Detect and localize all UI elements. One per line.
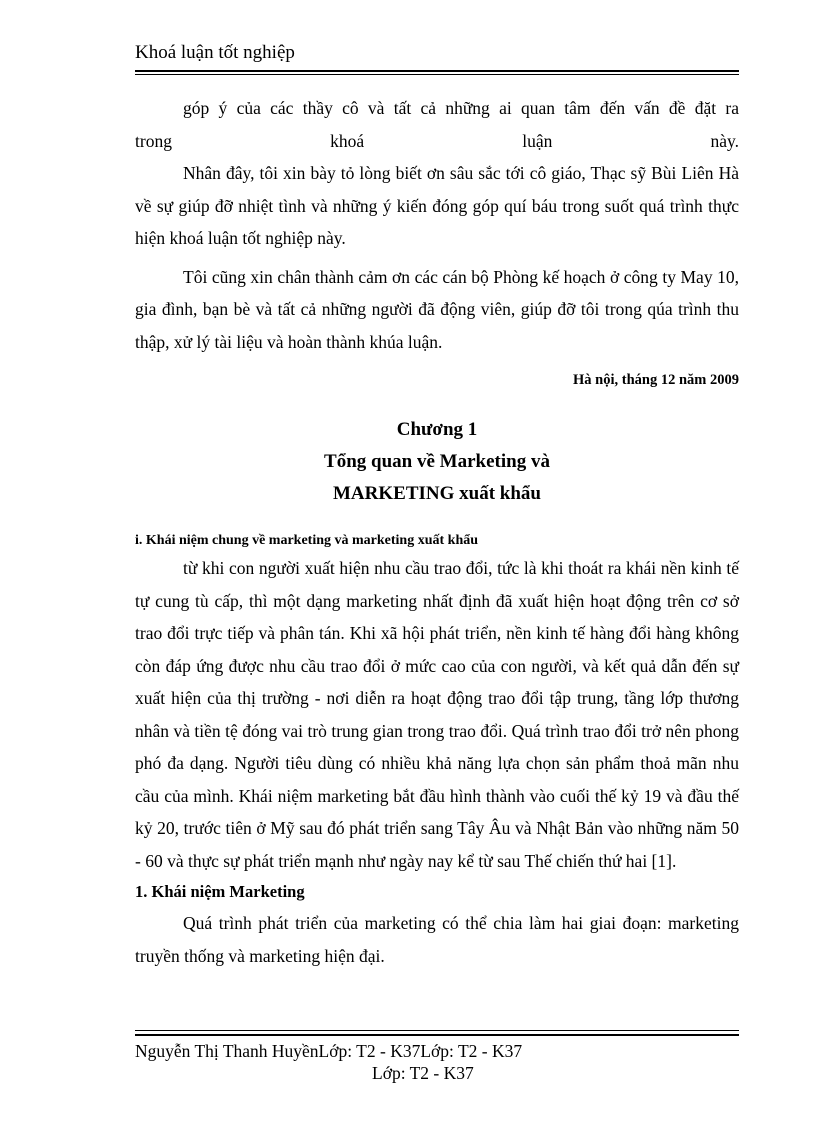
paragraph-1-line-1: góp ý của các thầy cô và tất cả những ai quan tâm đến vấn đề đặt ra bbox=[183, 98, 739, 118]
subsection-heading: 1. Khái niệm Marketing bbox=[135, 882, 305, 901]
chapter-number: Chương 1 bbox=[396, 419, 478, 440]
footer-class: Lớp: T2 - K37 bbox=[372, 1063, 474, 1083]
page-header-title: Khoá luận tốt nghiệp bbox=[135, 42, 295, 63]
paragraph-5: Quá trình phát triển của marketing có thể chia làm hai giai đoạn: marketing truyền thống và marketing hiện đại. bbox=[135, 913, 739, 966]
paragraph-3: Tôi cũng xin chân thành cảm ơn các cán bộ Phòng kế hoạch ở công ty May 10, gia đình, bạn bè và tất cả những người đã động viên, giúp đỡ tôi trong qúa trình thu thập, xử lý tài liệu và hoàn thành khúa luận. bbox=[135, 266, 739, 352]
chapter-title-line-1: Tổng quan về Marketing và bbox=[324, 451, 550, 472]
date-line: Hà nội, tháng 12 năm 2009 bbox=[573, 372, 739, 388]
header-rule-thin bbox=[135, 74, 739, 75]
footer-author-class: Nguyễn Thị Thanh HuyềnLớp: T2 - K37Lớp: T2 - K37 bbox=[135, 1041, 523, 1061]
page-body bbox=[135, 92, 739, 972]
paragraph-4: từ khi con người xuất hiện nhu cầu trao đổi, tức là khi thoát ra khái nền kinh tế tự cung tù cấp, thì một dạng marketing nhất định đã xuất hiện hoạt động trên cơ sở trao đổi trực tiếp và phân tán. Khi xã hội phát triển, nền kinh tế hàng đổi hàng không còn đáp ứng được nhu cầu trao đổi ở mức cao của con người, và kết quả dẫn đến sự xuất hiện của thị trường - nơi diễn ra hoạt động trao đổi tập trung, tầng lớp thương nhân và tiền tệ đóng vai trò trung gian trong trao đổi. Quá trình trao đổi trở nên phong phó đa dạng. Người tiêu dùng có nhiều khả năng lựa chọn sản phẩm thoả mãn nhu cầu của mình. Khái niệm marketing bắt đầu hình thành vào cuối thế kỷ 19 và đầu thế kỷ 20, trước tiên ở Mỹ sau đó phát triển sang Tây Âu và Nhật Bản vào những năm 50 - 60 và thực sự phát triển mạnh như ngày nay kể từ sau Thế chiến thứ hai [1]. bbox=[135, 558, 739, 871]
footer-rule-thick bbox=[135, 1034, 739, 1036]
footer-rule-thin bbox=[135, 1030, 739, 1031]
chapter-heading bbox=[135, 414, 739, 510]
paragraph-1-line-2: trong khoá luận này. bbox=[135, 130, 739, 151]
paragraph-2: Nhân đây, tôi xin bày tỏ lòng biết ơn sâu sắc tới cô giáo, Thạc sỹ Bùi Liên Hà về sự giúp đỡ nhiệt tình và những ý kiến đóng góp quí báu trong suốt quá trình thực hiện khoá luận tốt nghiệp này. bbox=[135, 163, 739, 248]
chapter-title-line-2: MARKETING xuất khẩu bbox=[333, 483, 541, 504]
section-heading: i. Khái niệm chung về marketing và marketing xuất khẩu bbox=[135, 533, 479, 548]
header-rule-thick bbox=[135, 70, 739, 72]
